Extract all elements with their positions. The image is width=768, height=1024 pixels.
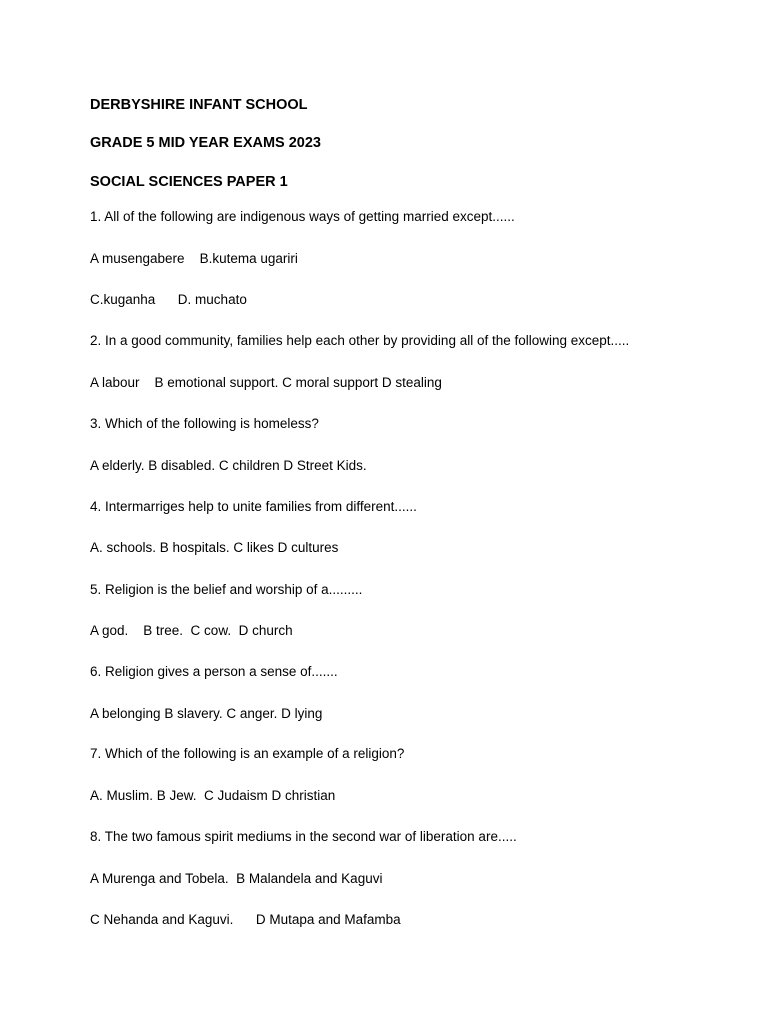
question-3-options: A elderly. B disabled. C children D Street Kids.	[90, 458, 367, 473]
exam-title: GRADE 5 MID YEAR EXAMS 2023	[90, 135, 321, 151]
question-6-options: A belonging B slavery. C anger. D lying	[90, 706, 323, 721]
question-7-options: A. Muslim. B Jew. C Judaism D christian	[90, 788, 336, 803]
question-4: 4. Intermarriges help to unite families from different......	[90, 499, 417, 514]
question-2-options: A labour B emotional support. C moral support D stealing	[90, 375, 442, 390]
question-7: 7. Which of the following is an example of a religion?	[90, 746, 405, 761]
question-5-options: A god. B tree. C cow. D church	[90, 623, 293, 638]
question-2: 2. In a good community, families help each other by providing all of the following except.....	[90, 333, 630, 348]
paper-title: SOCIAL SCIENCES PAPER 1	[90, 174, 288, 190]
question-4-options: A. schools. B hospitals. C likes D cultures	[90, 540, 339, 555]
question-5: 5. Religion is the belief and worship of a.........	[90, 582, 363, 597]
question-6: 6. Religion gives a person a sense of.......	[90, 664, 338, 679]
school-name: DERBYSHIRE INFANT SCHOOL	[90, 97, 308, 113]
question-8-options-line-1: A Murenga and Tobela. B Malandela and Kaguvi	[90, 871, 383, 886]
question-1: 1. All of the following are indigenous ways of getting married except......	[90, 209, 515, 224]
question-3: 3. Which of the following is homeless?	[90, 416, 319, 431]
question-1-options-line-2: C.kuganha D. muchato	[90, 292, 247, 307]
question-8: 8. The two famous spirit mediums in the second war of liberation are.....	[90, 829, 517, 844]
question-1-options-line-1: A musengabere B.kutema ugariri	[90, 251, 298, 266]
question-8-options-line-2: C Nehanda and Kaguvi. D Mutapa and Mafamba	[90, 912, 401, 927]
